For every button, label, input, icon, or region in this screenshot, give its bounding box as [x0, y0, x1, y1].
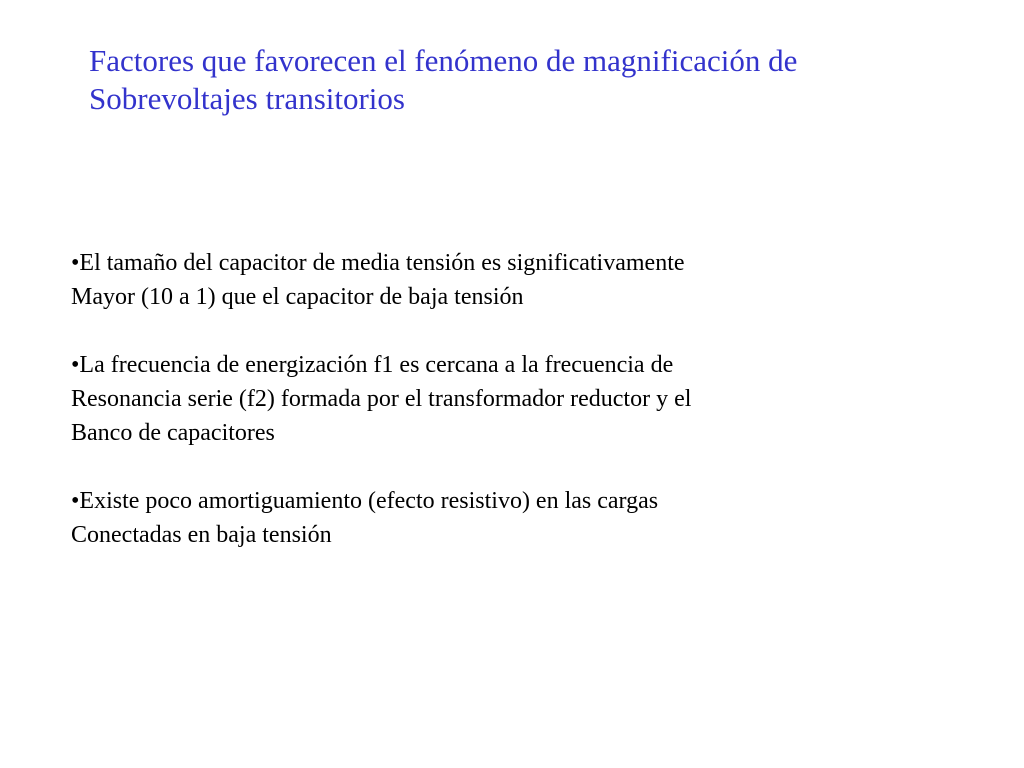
bullet-3-line-1: •Existe poco amortiguamiento (efecto resistivo) en las cargas — [71, 488, 659, 514]
bullet-2-line-2: Resonancia serie (f2) formada por el transformador reductor y el — [71, 386, 692, 412]
bullet-2-line-1: •La frecuencia de energización f1 es cercana a la frecuencia de — [71, 352, 674, 378]
title-line-1: Factores que favorecen el fenómeno de magnificación de — [89, 43, 798, 78]
slide-title — [89, 42, 989, 118]
title-line-2: Sobrevoltajes transitorios — [89, 81, 405, 116]
bullet-1-line-2: Mayor (10 a 1) que el capacitor de baja tensión — [71, 284, 524, 310]
bullet-3-line-2: Conectadas en baja tensión — [71, 522, 332, 548]
bullet-capacitor-size — [71, 246, 971, 314]
bullet-damping — [71, 484, 971, 552]
bullet-resonance-frequency — [71, 348, 971, 450]
bullet-2-line-3: Banco de capacitores — [71, 420, 275, 446]
slide-body — [71, 246, 971, 586]
bullet-1-line-1: •El tamaño del capacitor de media tensión es significativamente — [71, 250, 685, 276]
